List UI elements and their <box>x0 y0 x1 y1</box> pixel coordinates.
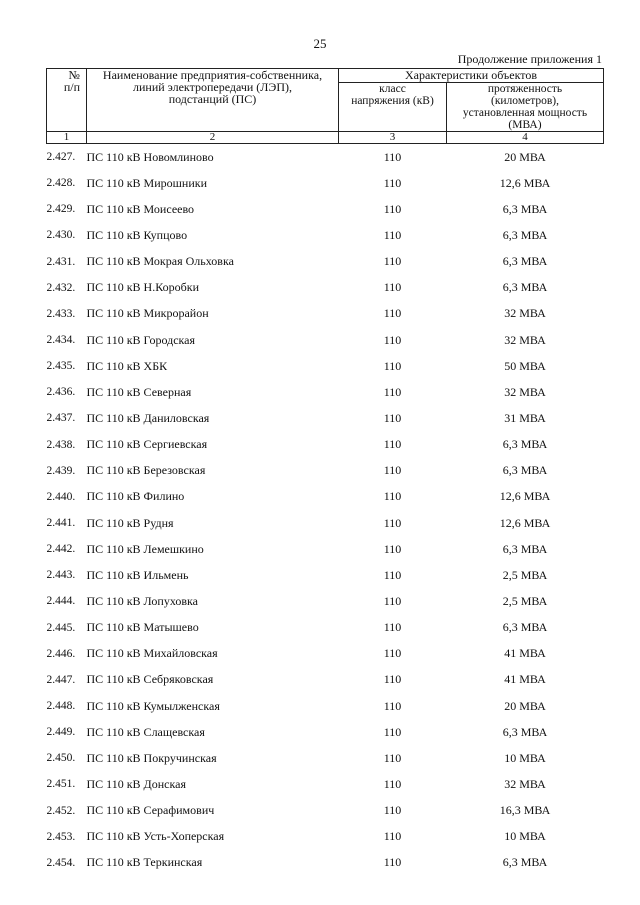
row-capacity: 41 МВА <box>504 672 546 687</box>
row-capacity: 12,6 МВА <box>499 175 551 190</box>
row-capacity: 2,5 МВА <box>502 567 548 582</box>
row-number: 2.446. <box>46 647 76 660</box>
row-name: ПС 110 кВ Новомлиново <box>86 149 214 164</box>
row-capacity: 6,3 МВА <box>502 437 548 452</box>
row-voltage: 110 <box>383 620 402 635</box>
header-characteristics-label: Характеристики объектов <box>405 68 537 82</box>
row-capacity: 10 МВА <box>504 750 546 765</box>
table-row <box>47 771 604 797</box>
row-number: 2.436. <box>46 386 76 399</box>
row-name: ПС 110 кВ Теркинская <box>86 855 203 870</box>
table-row <box>47 327 604 353</box>
column-numbers-row <box>47 132 604 144</box>
table-row <box>47 405 604 431</box>
row-capacity: 32 МВА <box>504 384 546 399</box>
row-capacity: 6,3 МВА <box>502 620 548 635</box>
row-capacity: 6,3 МВА <box>502 280 548 295</box>
row-name: ПС 110 кВ Микрорайон <box>86 306 209 321</box>
table-row <box>47 641 604 667</box>
row-name: ПС 110 кВ Мокрая Ольховка <box>86 254 234 269</box>
table-row <box>47 536 604 562</box>
header-name-label: Наименование предприятия-собственника, линий электропередачи (ЛЭП), подстанций (ПС) <box>102 68 323 106</box>
column-number-1: 1 <box>47 132 87 144</box>
row-number: 2.444. <box>46 595 76 608</box>
row-voltage: 110 <box>383 384 402 399</box>
header-number-label: № п/п <box>63 68 80 94</box>
table-row <box>47 588 604 614</box>
row-number: 2.440. <box>46 490 76 503</box>
row-capacity: 6,3 МВА <box>502 855 548 870</box>
row-number: 2.453. <box>46 830 76 843</box>
row-name: ПС 110 кВ Михайловская <box>86 646 218 661</box>
row-voltage: 110 <box>383 646 402 661</box>
row-capacity: 50 МВА <box>504 358 546 373</box>
row-name: ПС 110 кВ ХБК <box>86 358 168 373</box>
row-name: ПС 110 кВ Себряковская <box>86 672 214 687</box>
row-voltage: 110 <box>383 803 402 818</box>
row-number: 2.432. <box>46 281 76 294</box>
row-voltage: 110 <box>383 280 402 295</box>
row-voltage: 110 <box>383 541 402 556</box>
table-row <box>47 458 604 484</box>
row-voltage: 110 <box>383 829 402 844</box>
row-capacity: 6,3 МВА <box>502 463 548 478</box>
header-number <box>47 69 87 132</box>
row-capacity: 32 МВА <box>504 776 546 791</box>
table-row <box>47 850 604 876</box>
header-characteristics <box>339 69 604 83</box>
table-body <box>47 144 604 876</box>
row-voltage: 110 <box>383 750 402 765</box>
row-capacity: 31 МВА <box>504 410 546 425</box>
table-row <box>47 432 604 458</box>
table-row <box>47 379 604 405</box>
row-name: ПС 110 кВ Северная <box>86 384 192 399</box>
header-capacity <box>447 83 604 132</box>
row-voltage: 110 <box>383 332 402 347</box>
column-number-2: 2 <box>87 132 339 144</box>
column-number-4: 4 <box>447 132 604 144</box>
row-number: 2.438. <box>46 438 76 451</box>
row-voltage: 110 <box>383 776 402 791</box>
table-row <box>47 798 604 824</box>
row-number: 2.447. <box>46 673 76 686</box>
row-name: ПС 110 кВ Березовская <box>86 463 206 478</box>
table-row <box>47 745 604 771</box>
row-name: ПС 110 кВ Кумылженская <box>86 698 220 713</box>
row-capacity: 6,3 МВА <box>502 724 548 739</box>
row-capacity: 16,3 МВА <box>499 803 551 818</box>
table-row <box>47 562 604 588</box>
row-capacity: 6,3 МВА <box>502 254 548 269</box>
row-number: 2.448. <box>46 700 76 713</box>
page-number: 25 <box>313 36 327 51</box>
row-name: ПС 110 кВ Городская <box>86 332 196 347</box>
row-voltage: 110 <box>383 201 402 216</box>
table-row <box>47 667 604 693</box>
row-name: ПС 110 кВ Сергиевская <box>86 437 208 452</box>
table-row <box>47 693 604 719</box>
row-name: ПС 110 кВ Моисеево <box>86 201 195 216</box>
row-number: 2.434. <box>46 334 76 347</box>
row-voltage: 110 <box>383 855 402 870</box>
row-capacity: 20 МВА <box>504 698 546 713</box>
table-header <box>47 69 604 144</box>
row-capacity: 10 МВА <box>504 829 546 844</box>
row-capacity: 32 МВА <box>504 332 546 347</box>
row-voltage: 110 <box>383 593 402 608</box>
table-row <box>47 510 604 536</box>
row-name: ПС 110 кВ Донская <box>86 776 186 791</box>
substations-table <box>46 68 604 876</box>
row-voltage: 110 <box>383 358 402 373</box>
row-capacity: 12,6 МВА <box>499 489 551 504</box>
row-voltage: 110 <box>383 567 402 582</box>
row-voltage: 110 <box>383 489 402 504</box>
row-name: ПС 110 кВ Лопуховка <box>86 593 199 608</box>
row-voltage: 110 <box>383 410 402 425</box>
row-name: ПС 110 кВ Матышево <box>86 620 199 635</box>
row-number: 2.452. <box>46 804 76 817</box>
row-number: 2.435. <box>46 360 76 373</box>
row-voltage: 110 <box>383 724 402 739</box>
row-number: 2.442. <box>46 543 76 556</box>
column-number-3: 3 <box>339 132 447 144</box>
row-voltage: 110 <box>383 254 402 269</box>
row-voltage: 110 <box>383 437 402 452</box>
row-number: 2.429. <box>46 203 76 216</box>
row-voltage: 110 <box>383 306 402 321</box>
row-name: ПС 110 кВ Слащевская <box>86 724 205 739</box>
row-number: 2.433. <box>46 307 76 320</box>
row-name: ПС 110 кВ Н.Коробки <box>86 280 199 295</box>
row-capacity: 6,3 МВА <box>502 541 548 556</box>
row-name: ПС 110 кВ Лемешкино <box>86 541 204 556</box>
row-capacity: 6,3 МВА <box>502 201 548 216</box>
table-row <box>47 301 604 327</box>
table-row <box>47 484 604 510</box>
row-name: ПС 110 кВ Купцово <box>86 227 188 242</box>
table-row <box>47 222 604 248</box>
row-capacity: 32 МВА <box>504 306 546 321</box>
header-capacity-label: протяженность (километров), установленная мощность (МВА) <box>462 83 588 131</box>
row-number: 2.427. <box>46 151 76 164</box>
row-capacity: 41 МВА <box>504 646 546 661</box>
row-number: 2.443. <box>46 569 76 582</box>
row-number: 2.454. <box>46 856 76 869</box>
table-row <box>47 719 604 745</box>
table-row <box>47 275 604 301</box>
row-name: ПС 110 кВ Серафимович <box>86 803 215 818</box>
row-name: ПС 110 кВ Ильмень <box>86 567 189 582</box>
row-name: ПС 110 кВ Усть-Хоперская <box>86 829 225 844</box>
row-name: ПС 110 кВ Даниловская <box>86 410 210 425</box>
row-voltage: 110 <box>383 672 402 687</box>
row-number: 2.449. <box>46 726 76 739</box>
row-name: ПС 110 кВ Покручинская <box>86 750 217 765</box>
table-row <box>47 196 604 222</box>
table-row <box>47 170 604 196</box>
table-row <box>47 353 604 379</box>
row-name: ПС 110 кВ Филино <box>86 489 185 504</box>
row-number: 2.441. <box>46 517 76 530</box>
row-number: 2.430. <box>46 229 76 242</box>
table-row <box>47 615 604 641</box>
continuation-note: Продолжение приложения 1 <box>457 52 602 66</box>
row-voltage: 110 <box>383 227 402 242</box>
row-number: 2.451. <box>46 778 76 791</box>
row-number: 2.450. <box>46 752 76 765</box>
row-name: ПС 110 кВ Мирошники <box>86 175 207 190</box>
header-voltage <box>339 83 447 132</box>
header-voltage-label: класс напряжения (кВ) <box>351 83 434 107</box>
row-number: 2.445. <box>46 621 76 634</box>
table-row <box>47 144 604 171</box>
row-voltage: 110 <box>383 463 402 478</box>
row-capacity: 20 МВА <box>504 149 546 164</box>
table-row <box>47 824 604 850</box>
row-voltage: 110 <box>383 515 402 530</box>
row-name: ПС 110 кВ Рудня <box>86 515 174 530</box>
row-number: 2.431. <box>46 255 76 268</box>
row-voltage: 110 <box>383 149 402 164</box>
row-number: 2.439. <box>46 464 76 477</box>
row-number: 2.428. <box>46 177 76 190</box>
header-name <box>87 69 339 132</box>
table-row <box>47 249 604 275</box>
row-capacity: 2,5 МВА <box>502 593 548 608</box>
row-capacity: 12,6 МВА <box>499 515 551 530</box>
row-voltage: 110 <box>383 175 402 190</box>
row-number: 2.437. <box>46 412 76 425</box>
row-voltage: 110 <box>383 698 402 713</box>
row-capacity: 6,3 МВА <box>502 227 548 242</box>
